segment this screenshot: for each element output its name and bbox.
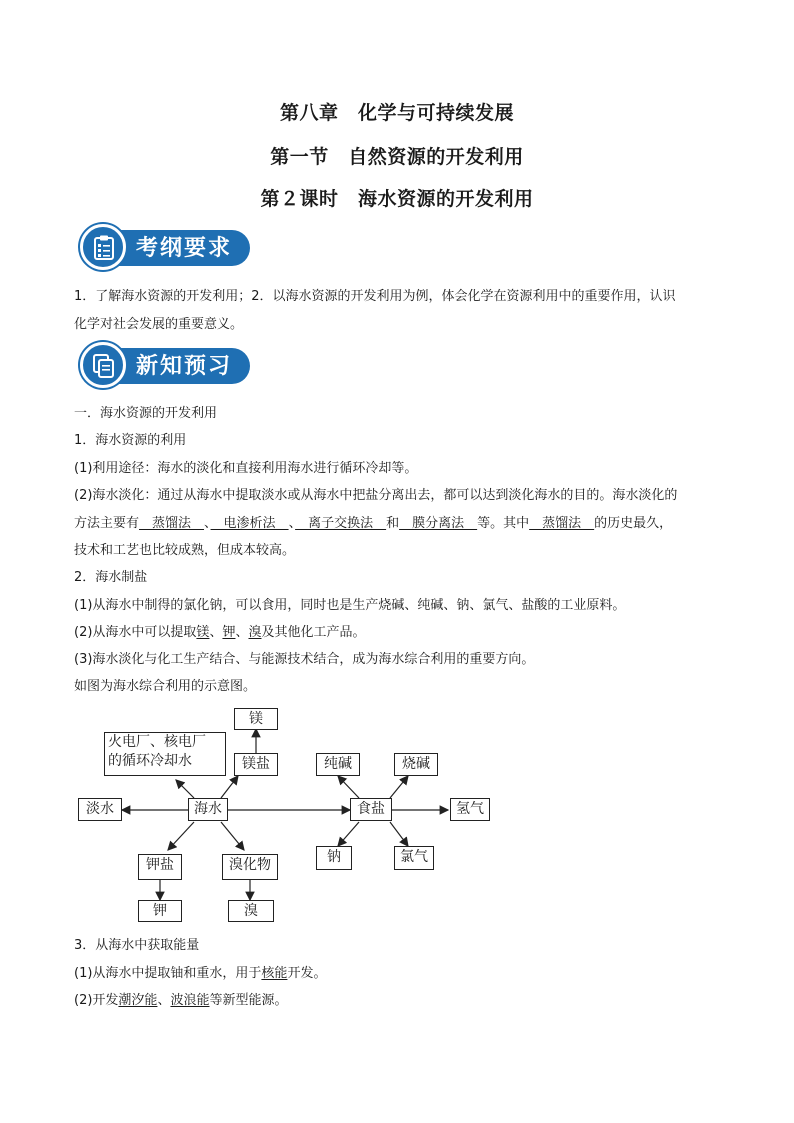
section-title: 第一节 自然资源的开发利用 [270,146,524,168]
text: (2)开发 [74,993,119,1008]
arrow-to-chlorine [390,822,408,846]
text: 等新型能源。 [209,993,288,1008]
text: (2)从海水中可以提取 [74,625,197,640]
underlined-wave: 波浪能 [170,993,210,1008]
text: 开发。 [287,966,327,981]
node-fresh-water: 淡水 [78,798,122,821]
underlined-br: 溴 [248,625,262,640]
node-power-plant [104,732,226,776]
paragraph-5: (3)海水淡化与化工生产结合、与能源技术结合，成为海水综合利用的重要方向。 [74,652,535,667]
answer-blank-ion-exchange: 离子交换法 [295,516,387,531]
paragraph-2-line-1: (2)海水淡化：通过从海水中提取淡水或从海水中把盐分离出去，都可以达到淡化海水的目的。海水淡化的 [74,488,678,503]
arrow-to-bromide [221,822,244,850]
node-sodium: 钠 [316,846,352,870]
text: 方法主要有 [74,516,140,531]
paragraph-8 [74,992,724,1010]
node-caustic-soda: 烧碱 [394,753,438,776]
preview-banner [80,342,252,390]
arrow-to-sodium [338,822,359,846]
text: 的历史最久， [594,516,673,531]
node-k-salt: 钾盐 [138,854,182,880]
documents-icon [80,342,126,388]
paragraph-4 [74,624,724,642]
node-chlorine: 氯气 [394,846,434,870]
arrow-to-power-plant [176,780,194,798]
node-seawater: 海水 [188,798,228,821]
heading-1-2: 2．海水制盐 [74,570,148,585]
heading-1-1: 1．海水资源的利用 [74,433,187,448]
paragraph-2-line-3: 技术和工艺也比较成熟，但成本较高。 [74,543,296,558]
paragraph-6: 如图为海水综合利用的示意图。 [74,679,257,694]
arrow-to-caustic [390,776,408,798]
heading-1: 一．海水资源的开发利用 [74,406,218,421]
node-salt: 食盐 [350,798,392,821]
preview-banner-label: 新知预习 [98,348,250,384]
answer-blank-electrodialysis: 电渗析法 [210,516,289,531]
arrow-to-mg-salt [221,776,238,798]
answer-blank-distillation-2: 蒸馏法 [529,516,595,531]
chapter-title: 第八章 化学与可持续发展 [279,102,514,124]
arrow-to-k-salt [168,822,194,850]
text: 及其他化工产品。 [261,625,366,640]
paragraph-1: (1)利用途径：海水的淡化和直接利用海水进行循环冷却等。 [74,461,418,476]
paragraph-7 [74,965,724,983]
node-power-plant-line-1: 火电厂、核电厂 [108,734,206,750]
paragraph-3: (1)从海水中制得的氯化钠，可以食用，同时也是生产烧碱、纯碱、钠、氯气、盐酸的工业原料。 [74,598,626,613]
syllabus-line-2: 化学对社会发展的重要意义。 [74,317,244,332]
node-power-plant-line-2: 的循环冷却水 [108,753,192,769]
node-mg-salt: 镁盐 [234,753,278,776]
separator: 、 [157,993,171,1008]
arrow-to-soda-ash [338,776,359,798]
heading-1-3: 3．从海水中获取能量 [74,938,200,953]
separator: 、 [204,516,211,531]
answer-blank-membrane: 膜分离法 [399,516,478,531]
node-soda-ash: 纯碱 [316,753,360,776]
answer-blank-distillation: 蒸馏法 [139,516,205,531]
node-bromine: 溴 [228,900,274,922]
node-hydrogen: 氢气 [450,798,490,821]
paragraph-2-line-2 [74,515,724,533]
separator: 、 [288,516,296,531]
separator: 、 [209,625,223,640]
underlined-nuclear: 核能 [261,966,288,981]
node-potassium: 钾 [138,900,182,922]
seawater-utilization-diagram [76,704,496,926]
separator: 、 [235,625,249,640]
underlined-mg: 镁 [196,625,210,640]
underlined-tidal: 潮汐能 [118,993,158,1008]
separator: 和 [386,516,400,531]
syllabus-line-1: 1．了解海水资源的开发利用；2．以海水资源的开发利用为例，体会化学在资源利用中的重要作用，认识 [74,289,676,304]
text: (1)从海水中提取铀和重水，用于 [74,966,262,981]
syllabus-banner [80,224,252,272]
checklist-icon [80,224,126,270]
underlined-k: 钾 [222,625,236,640]
text: 等。其中 [477,516,530,531]
node-bromide: 溴化物 [222,854,278,880]
lesson-title: 第２课时 海水资源的开发利用 [260,188,534,210]
syllabus-banner-label: 考纲要求 [98,230,250,266]
node-mg: 镁 [234,708,278,730]
